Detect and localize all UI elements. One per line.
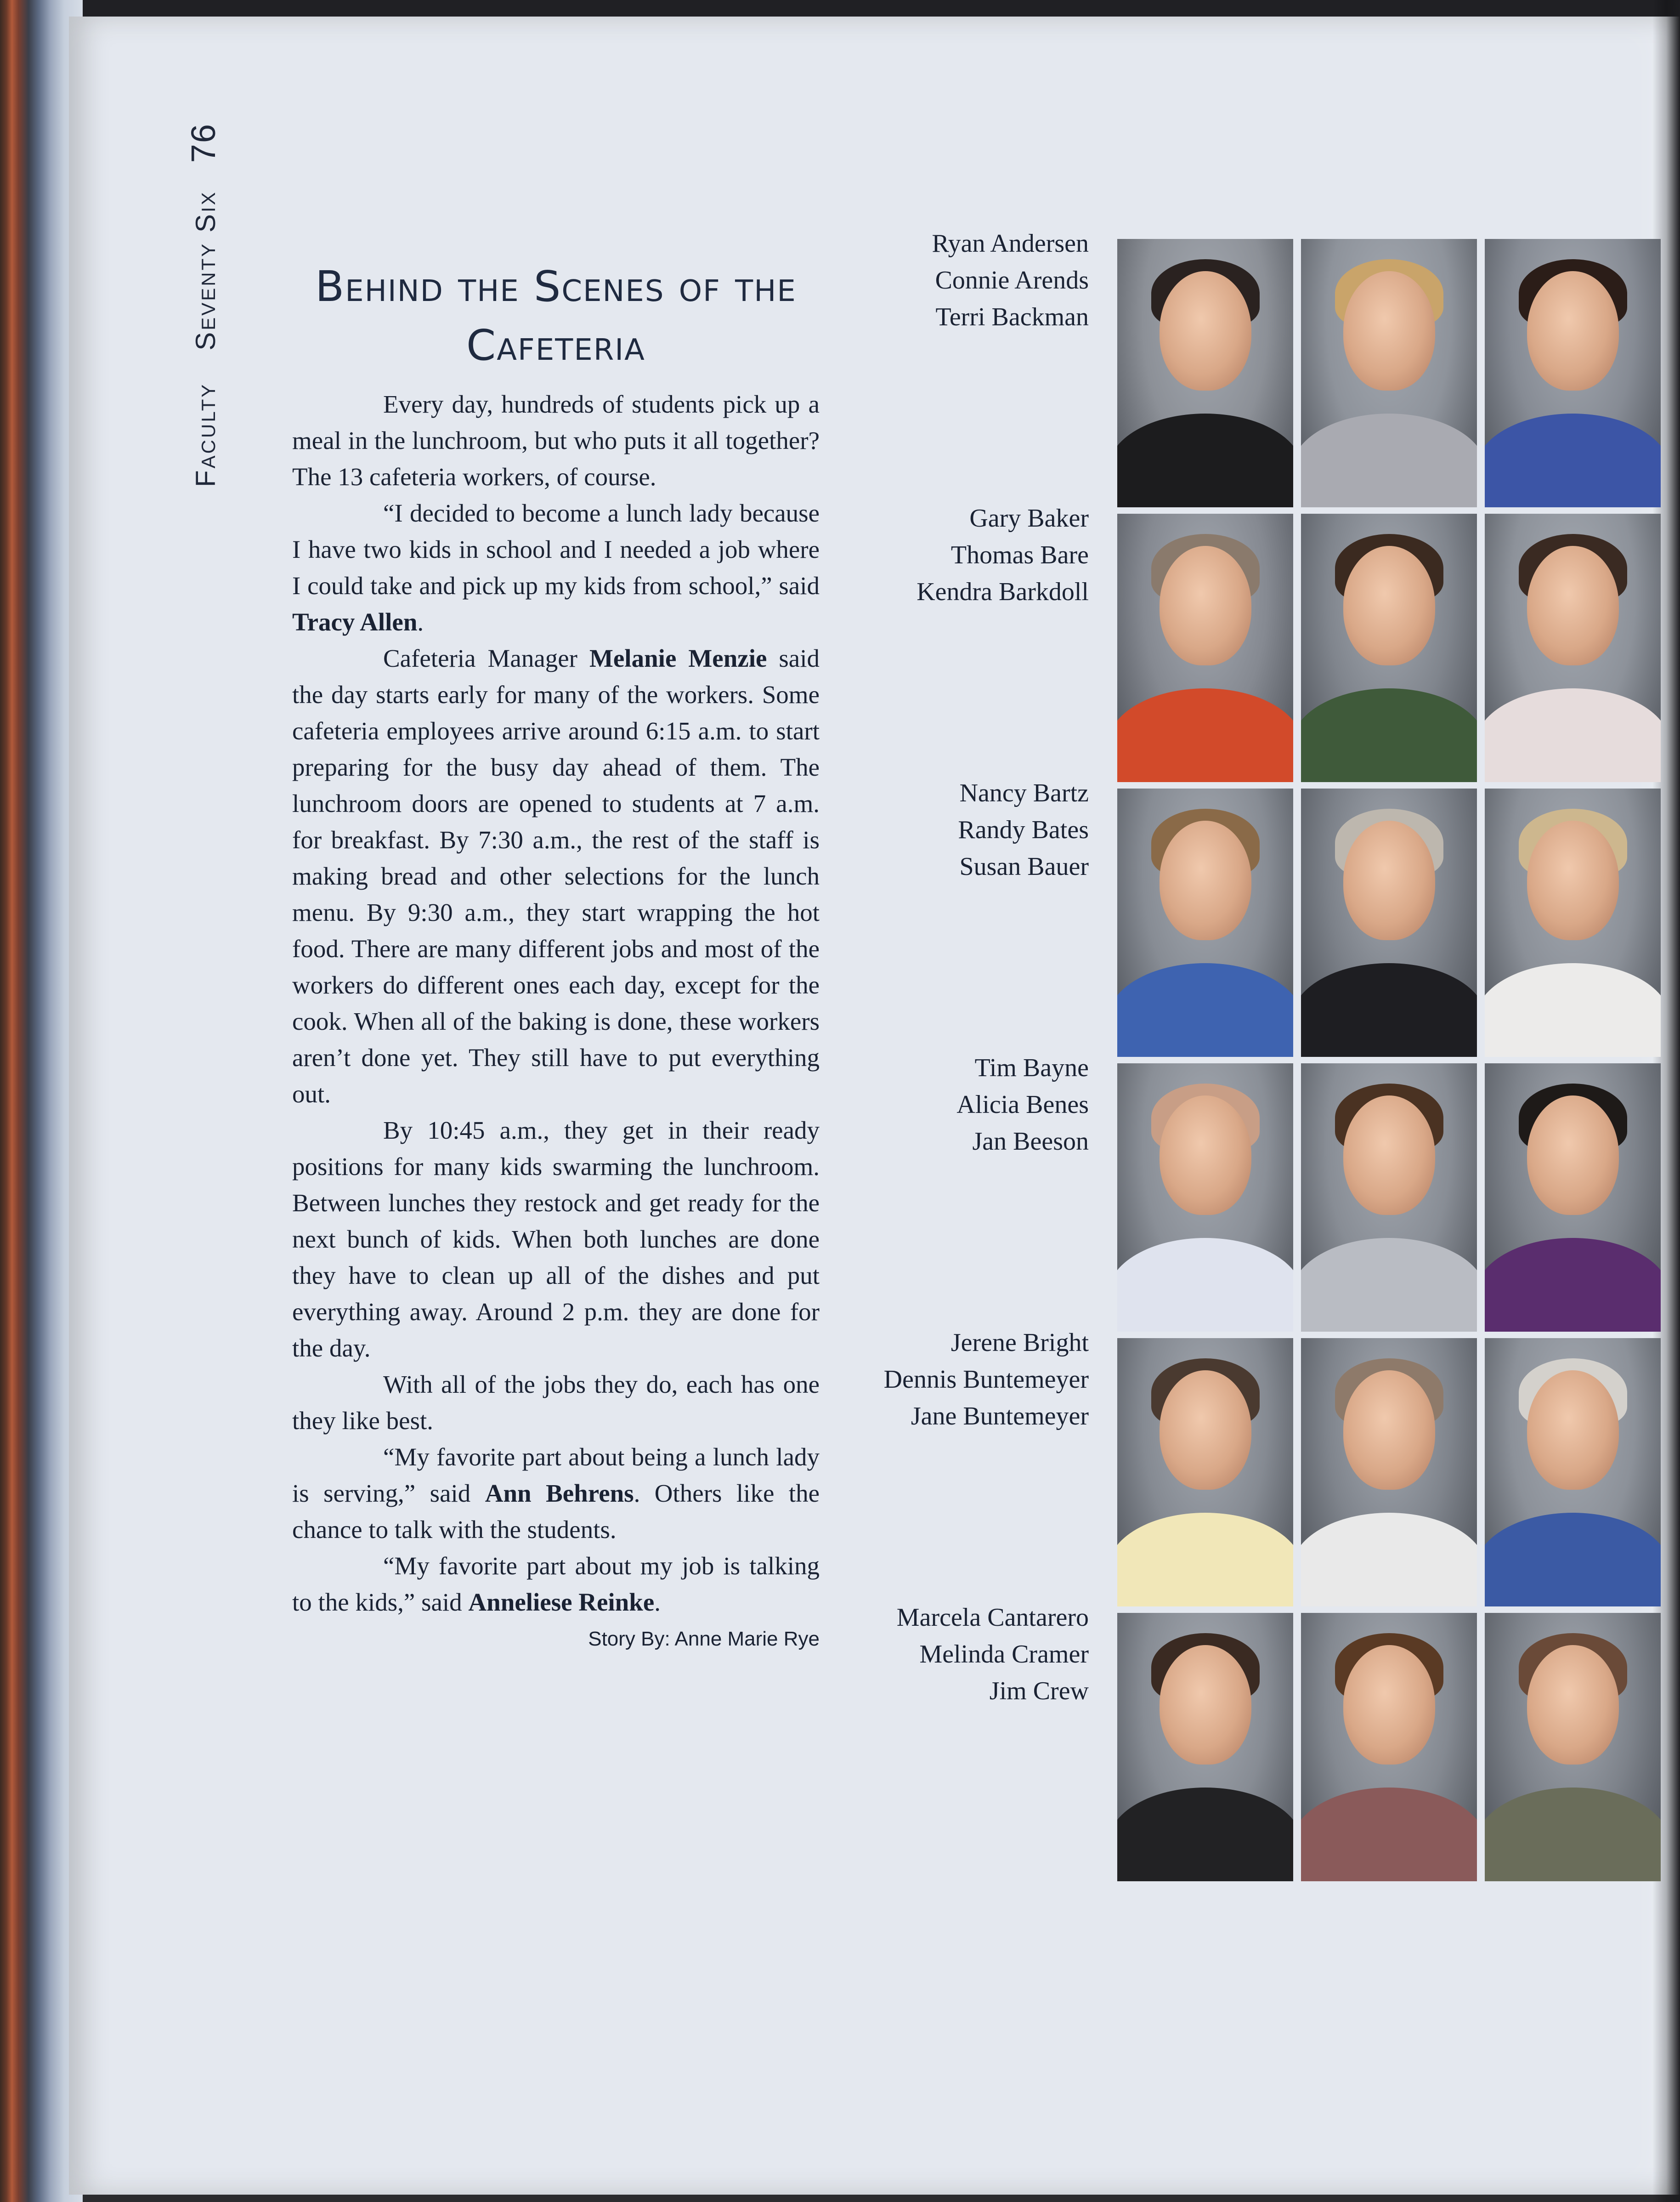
- story-paragraph: [292, 1548, 820, 1620]
- faculty-photo-grid: [1117, 239, 1662, 1884]
- faculty-name: Jerene Bright: [950, 1328, 1089, 1357]
- faculty-portrait: [1485, 239, 1661, 507]
- faculty-portrait: [1117, 1063, 1293, 1332]
- faculty-name: Tim Bayne: [974, 1054, 1089, 1082]
- quoted-name: Melanie Menzie: [589, 644, 767, 672]
- story-paragraphs: [292, 386, 820, 1620]
- faculty-name-block: [845, 225, 1089, 335]
- story-text: .: [654, 1588, 661, 1616]
- story-text: Every day, hundreds of students pick up a meal in the lunchroom, but who puts it all together? The 13 cafeteria workers, of course.: [292, 390, 820, 491]
- faculty-name-block: [845, 1324, 1089, 1435]
- story-text: “My favorite part about my job is talking to the kids,” said: [292, 1552, 820, 1616]
- faculty-portrait: [1301, 514, 1477, 782]
- faculty-portrait: [1117, 1338, 1293, 1606]
- page-number: 76: [184, 123, 222, 163]
- story-paragraph: [292, 495, 820, 640]
- faculty-portrait: [1301, 1338, 1477, 1606]
- faculty-name: Kendra Barkdoll: [916, 578, 1089, 606]
- faculty-name: Randy Bates: [958, 816, 1089, 844]
- quoted-name: Ann Behrens: [485, 1479, 634, 1507]
- faculty-portrait: [1301, 789, 1477, 1057]
- quoted-name: Anneliese Reinke: [468, 1588, 655, 1616]
- faculty-portrait: [1117, 239, 1293, 507]
- faculty-name: Nancy Bartz: [959, 779, 1089, 807]
- running-head-page-words: Seventy Six: [190, 190, 221, 351]
- faculty-name: Dennis Buntemeyer: [883, 1365, 1089, 1394]
- faculty-portrait: [1485, 1613, 1661, 1881]
- faculty-name: Terri Backman: [935, 303, 1089, 331]
- story-text: . Others like the chance to talk with the students.: [292, 1479, 820, 1544]
- faculty-name: Alicia Benes: [956, 1090, 1089, 1119]
- story-paragraph: [292, 386, 820, 495]
- story-text: “I decided to become a lunch lady because I have two kids in school and I needed a job where I could take and pick up my kids from school,” said: [292, 499, 820, 600]
- story-byline: Story By: Anne Marie Rye: [588, 1628, 820, 1650]
- story-paragraph: [292, 1439, 820, 1548]
- faculty-name: Susan Bauer: [959, 852, 1089, 881]
- faculty-portrait: [1301, 1613, 1477, 1881]
- faculty-portrait: [1117, 1613, 1293, 1881]
- story-text: With all of the jobs they do, each has one they like best.: [292, 1370, 820, 1435]
- faculty-portrait: [1301, 239, 1477, 507]
- story-text: Cafeteria Manager: [383, 644, 589, 672]
- story-text: said the day starts early for many of the workers. Some cafeteria employees arrive around 6:15 a.m. to start preparing for the busy day ahead of them. The lunchroom doors are opened to students at 7 a.m. for breakfast. By 7:30 a.m., the rest of the staff is making bread and other selections for the lunch menu. By 9:30 a.m., they start wrapping the hot food. There are many different jobs and most of the workers do different ones each day, except for the cook. When all of the baking is done, these workers aren’t done yet. They still have to put everything out.: [292, 644, 820, 1108]
- story-paragraph: [292, 1366, 820, 1439]
- story-title: Behind the Scenes of the Cafeteria: [315, 262, 797, 370]
- faculty-name: Ryan Andersen: [932, 229, 1089, 258]
- faculty-name-block: [845, 500, 1089, 610]
- quoted-name: Tracy Allen: [292, 608, 418, 636]
- faculty-name-block: [845, 1599, 1089, 1709]
- scan-top-edge: [0, 0, 1680, 17]
- story-text: By 10:45 a.m., they get in their ready positions for many kids swarming the lunchroom. Between lunches they restock and get ready for the next bunch of kids. When both lunches are done they have to clean up all of the dishes and put everything away. Around 2 p.m. they are done for the day.: [292, 1116, 820, 1362]
- faculty-name: Melinda Cramer: [919, 1640, 1089, 1669]
- faculty-name: Gary Baker: [969, 504, 1089, 533]
- story-paragraph: [292, 640, 820, 1112]
- faculty-portrait: [1117, 789, 1293, 1057]
- story-text: “My favorite part about being a lunch lady is serving,” said: [292, 1443, 820, 1507]
- faculty-name-block: [845, 775, 1089, 885]
- story-body: [292, 386, 820, 1655]
- faculty-portrait: [1485, 789, 1661, 1057]
- faculty-portrait: [1485, 514, 1661, 782]
- faculty-portrait: [1485, 1338, 1661, 1606]
- faculty-name: Jane Buntemeyer: [911, 1402, 1089, 1430]
- faculty-name: Marcela Cantarero: [896, 1603, 1089, 1632]
- faculty-name: Jan Beeson: [972, 1127, 1089, 1156]
- story-paragraph: [292, 1112, 820, 1366]
- faculty-portrait: [1301, 1063, 1477, 1332]
- story-text: .: [417, 608, 424, 636]
- running-head-section: Faculty: [190, 382, 221, 487]
- running-head: [184, 123, 223, 487]
- faculty-name: Jim Crew: [989, 1677, 1089, 1705]
- faculty-portrait: [1485, 1063, 1661, 1332]
- faculty-portrait: [1117, 514, 1293, 782]
- faculty-name: Connie Arends: [935, 266, 1089, 295]
- faculty-name-block: [845, 1050, 1089, 1160]
- faculty-name: Thomas Bare: [950, 541, 1089, 569]
